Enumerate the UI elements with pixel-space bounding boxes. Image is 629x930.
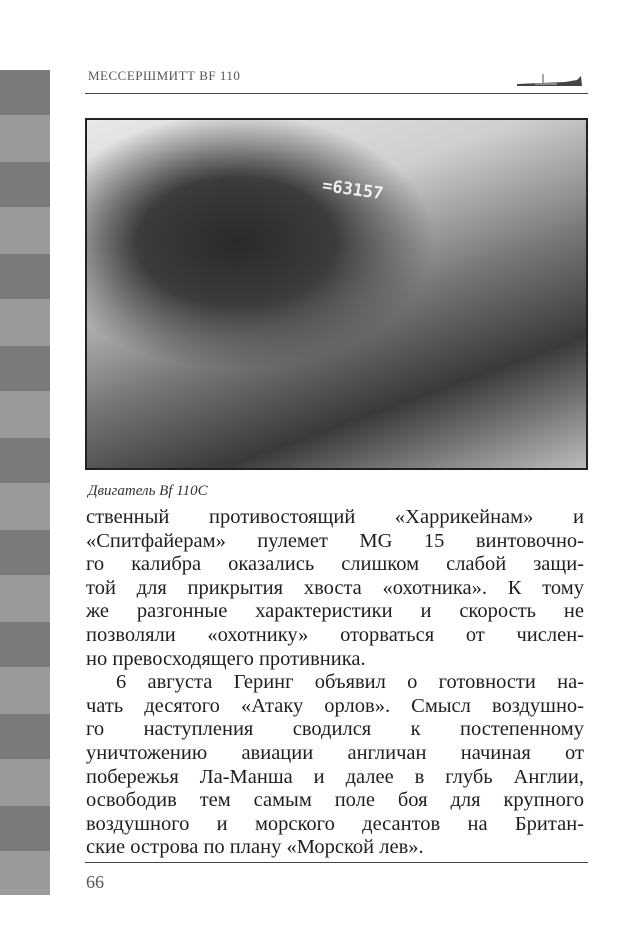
paragraph-2 xyxy=(86,671,584,860)
text-line: го наступления сводился к постепенному xyxy=(86,718,584,741)
figure-caption: Двигатель Bf 110C xyxy=(88,483,208,499)
text-line: побережья Ла-Манша и далее в глубь Англии, xyxy=(86,765,584,788)
aircraft-icon xyxy=(515,74,583,90)
text-line: чать десятого «Атаку орлов». Смысл воздушно- xyxy=(86,694,584,717)
text-line: воздушного и морского десантов на Британ- xyxy=(86,812,584,835)
header-rule xyxy=(85,93,588,94)
page-edge-scan-strip xyxy=(0,70,50,895)
text-line: освободив тем самым поле боя для крупного xyxy=(86,789,584,812)
paragraph-1 xyxy=(86,506,584,671)
text-line: той для прикрытия хвоста «охотника». К тому xyxy=(86,576,584,599)
text-line: «Спитфайерам» пулемет MG 15 винтовочно- xyxy=(86,529,584,552)
text-line: же разгонные характеристики и скорость не xyxy=(86,600,584,623)
text-line: уничтожению авиации англичан начиная от xyxy=(86,741,584,764)
body-text xyxy=(86,506,584,860)
text-line: ственный противостоящий «Харрикейнам» и xyxy=(86,506,584,528)
engine-photo xyxy=(85,118,588,470)
text-line: го калибра оказались слишком слабой защи- xyxy=(86,553,584,576)
text-line: ские острова по плану «Морской лев». xyxy=(86,836,424,859)
footer-rule xyxy=(85,862,588,863)
photo-marking: =63157 xyxy=(320,175,385,205)
text-line: 6 августа Геринг объявил о готовности на- xyxy=(116,671,584,694)
text-line: позволяли «охотнику» оторваться от числен- xyxy=(86,623,584,646)
running-header: МЕССЕРШМИТТ BF 110 xyxy=(88,68,241,83)
page-number: 66 xyxy=(86,872,104,892)
text-line: но превосходящего противника. xyxy=(86,647,366,670)
